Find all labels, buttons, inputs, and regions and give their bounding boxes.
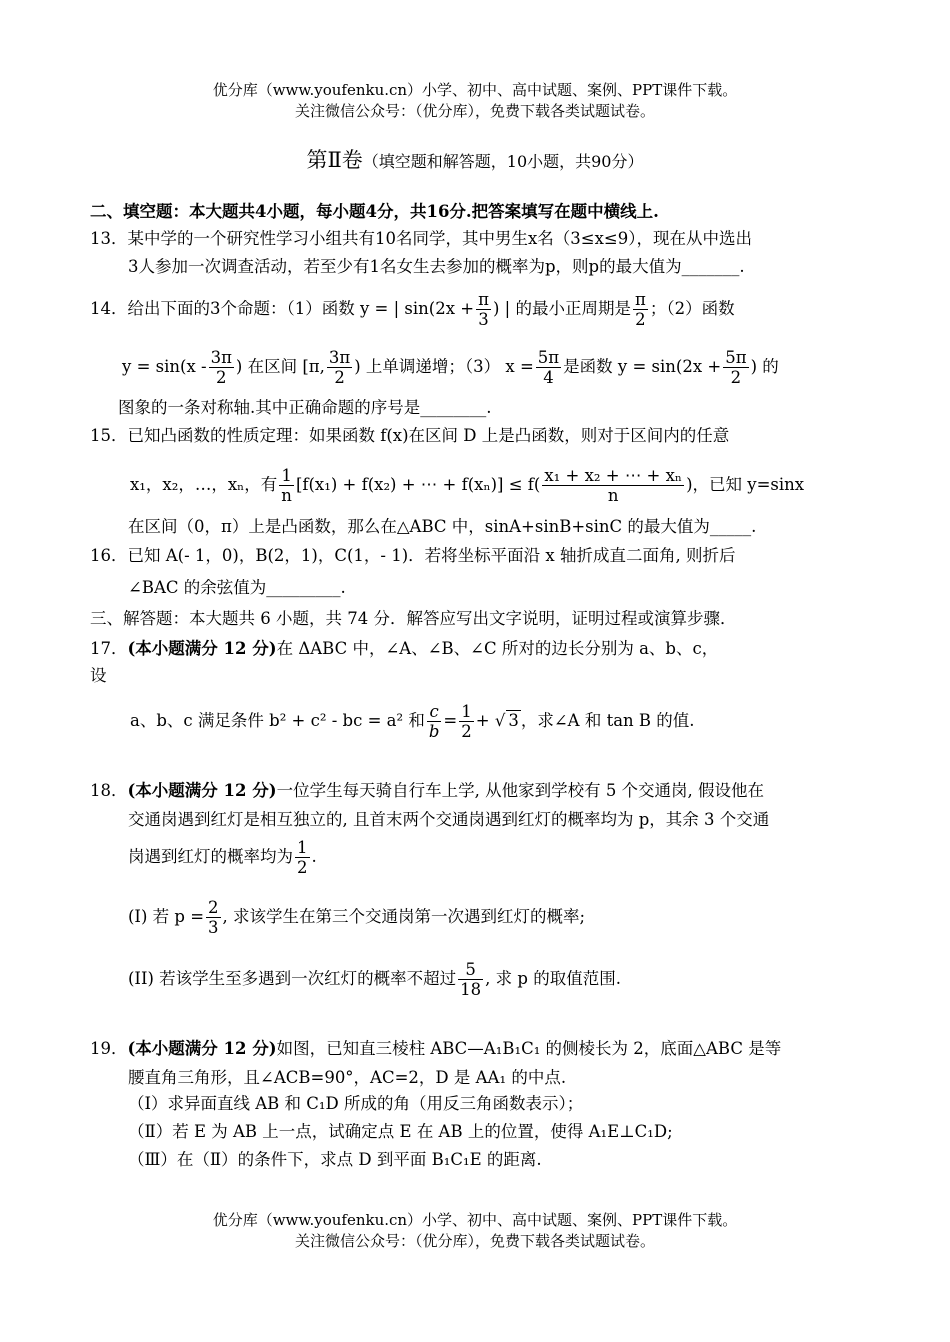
q15-line-1: 15．已知凸函数的性质定理：如果函数 f(x)在区间 D 上是凸函数，则对于区间内的任意: [90, 426, 730, 445]
q14-frac-5pi-over-2: [723, 348, 748, 387]
q14-frac-3pi-over-2: [209, 348, 234, 387]
q14-frac-pi-over-3: [476, 290, 491, 329]
q18-line-2: 交通岗遇到红灯是相互独立的, 且首末两个交通岗遇到红灯的概率均为 p，其余 3 个交通: [128, 810, 770, 829]
q17-cond-a: a、b、c 满足条件 b² + c² - bc = a² 和: [130, 711, 425, 730]
q15-sum: [f(x₁) + f(x₂) + ⋯ + f(xₙ)] ≤ f(: [295, 475, 541, 494]
q19-line-4: （Ⅱ）若 E 为 AB 上一点，试确定点 E 在 AB 上的位置，使得 A₁E⊥C₁D;: [128, 1122, 673, 1141]
frac-num: 5π: [725, 348, 747, 367]
q19-line-1: [90, 1037, 781, 1061]
header-line-1: 优分库（www.youfenku.cn）小学、初中、高中试题、案例、PPT课件下载。: [212, 81, 738, 99]
q15-xs: x₁，x₂，…，xₙ，有: [130, 475, 278, 494]
q17-number: 17．: [90, 639, 128, 658]
q17-cond-b: ，求∠A 和 tan B 的值.: [520, 711, 695, 730]
q13-line-1: 13．某中学的一个研究性学习小组共有10名同学，其中男生x名（3≤x≤9），现在从中选出: [90, 229, 752, 248]
frac-den: n: [607, 486, 619, 505]
q15-line-2: [130, 466, 804, 505]
q17-plus-sqrt: + √: [475, 711, 506, 730]
q18-number: 18．: [90, 781, 128, 800]
frac-num: 3π: [210, 348, 232, 367]
part2-heading: 二、填空题：本大题共4小题，每小题4分，共16分.把答案填写在题中横线上.: [90, 202, 659, 221]
q18-frac-1-over-2: [295, 838, 310, 877]
frac-num: 5: [458, 960, 483, 980]
q18-p1-b: , 求该学生在第三个交通岗第一次遇到红灯的概率;: [222, 907, 586, 926]
frac-num: π: [634, 290, 646, 309]
frac-num: x₁ + x₂ + ⋯ + xₙ: [544, 466, 683, 485]
footer-line-2: 关注微信公众号：（优分库），免费下载各类试题试卷。: [294, 1232, 655, 1250]
q17-sqrt-3: 3: [508, 711, 519, 730]
footer-line-1: 优分库（www.youfenku.cn）小学、初中、高中试题、案例、PPT课件下载。: [212, 1211, 738, 1229]
q18-part-1: [128, 898, 585, 937]
frac-num: 2: [208, 898, 219, 917]
frac-num: π: [478, 290, 489, 309]
q19-line-3: （Ⅰ）求异面直线 AB 和 C₁D 所成的角（用反三角函数表示）；: [128, 1094, 584, 1113]
part3-heading: 三、解答题：本大题共 6 小题，共 74 分．解答应写出文字说明，证明过程或演算步骤．: [90, 609, 737, 628]
q19-text: 如图，已知直三棱柱 ABC—A₁B₁C₁ 的侧棱长为 2，底面△ABC 是等: [276, 1039, 782, 1058]
q15-frac-1-over-n: [279, 466, 294, 505]
frac-den: 4: [543, 368, 554, 387]
frac-den: 18: [460, 980, 482, 999]
q15-frac-mean: [542, 466, 684, 505]
q19-line-5: （Ⅲ）在（Ⅱ）的条件下，求点 D 到平面 B₁C₁E 的距离.: [128, 1150, 542, 1169]
q14-line-1: [90, 290, 735, 329]
q14-text-c: ；（2）函数: [649, 299, 735, 318]
frac-num: 1: [279, 466, 294, 486]
section-title: [0, 148, 950, 174]
q18-text-3: 岗遇到红灯的概率均为: [128, 847, 293, 866]
q15-line-3: 在区间（0，π）上是凸函数，那么在△ABC 中，sinA+sinB+sinC 的最大值为_____.: [128, 517, 757, 536]
section-title-sub: （填空题和解答题，10小题，共90分）: [362, 152, 644, 171]
q14-line-2: [122, 348, 779, 387]
frac-den: b: [428, 722, 440, 741]
q13-line-2: 3人参加一次调查活动，若至少有1名女生去参加的概率为p，则p的最大值为_______.: [128, 257, 745, 276]
q15-close: ): [686, 475, 693, 494]
frac-den: 2: [461, 722, 472, 741]
q14-line-3: 图象的一条对称轴.其中正确命题的序号是________.: [118, 398, 492, 417]
q18-frac-5-over-18: [458, 960, 483, 999]
q14-frac-5pi-over-4: [536, 348, 561, 387]
q17-points: (本小题满分 12 分): [127, 639, 277, 658]
q14-text-e: ) 在区间 [π,: [235, 357, 325, 376]
q16-line-2: ∠BAC 的余弦值为_________.: [128, 578, 346, 597]
q18-line-3: [128, 838, 317, 877]
frac-den: 3: [478, 310, 489, 329]
frac-den: 2: [216, 368, 227, 387]
q19-points: (本小题满分 12 分): [127, 1039, 277, 1058]
frac-num: 5π: [537, 348, 560, 367]
frac-den: 2: [297, 858, 308, 877]
q17-line-1: [90, 637, 718, 661]
q17-line-2: 设: [90, 666, 107, 685]
frac-num: c: [427, 702, 442, 722]
q14-frac-3pi-over-2-b: [327, 348, 352, 387]
frac-den: 2: [730, 368, 742, 387]
q14-text-d: y = sin(x -: [122, 357, 207, 376]
q19-number: 19．: [90, 1039, 128, 1058]
q17-condition: [130, 702, 695, 741]
q18-frac-2-over-3: [206, 898, 221, 937]
q18-text: 一位学生每天骑自行车上学, 从他家到学校有 5 个交通岗, 假设他在: [276, 781, 765, 800]
q18-dot: .: [311, 847, 317, 866]
q18-p2-b: , 求 p 的取值范围.: [485, 969, 621, 988]
q19-line-2: 腰直角三角形，且∠ACB=90°，AC=2，D 是 AA₁ 的中点.: [128, 1068, 567, 1087]
frac-den: n: [281, 486, 292, 505]
q18-p2-a: (II) 若该学生至多遇到一次红灯的概率不超过: [128, 969, 457, 988]
q17-frac-1-over-2: [459, 702, 474, 741]
header-line-2: 关注微信公众号：（优分库），免费下载各类试题试卷。: [294, 102, 655, 120]
frac-den: 3: [208, 918, 219, 937]
q18-part-2: [128, 960, 621, 999]
q14-text-f: ) 上单调递增；（3） x =: [354, 357, 534, 376]
q14-text-a: 14．给出下面的3个命题：（1）函数 y = | sin(2x +: [90, 299, 475, 318]
frac-num: 1: [461, 702, 472, 721]
q14-text-h: ) 的: [750, 357, 779, 376]
q18-p1-a: (I) 若 p =: [128, 907, 205, 926]
q17-text: 在 ΔABC 中，∠A、∠B、∠C 所对的边长分别为 a、b、c，: [276, 639, 719, 658]
q14-text-g: 是函数 y = sin(2x +: [563, 357, 722, 376]
frac-den: 2: [334, 368, 345, 387]
q15-tail: ，已知 y=sinx: [692, 475, 805, 494]
q18-points: (本小题满分 12 分): [127, 781, 277, 800]
q14-text-b: ) | 的最小正周期是: [492, 299, 631, 318]
q16-line-1: 16．已知 A(- 1，0)，B(2，1)，C(1，- 1)．若将坐标平面沿 x 轴折成直二面角, 则折后: [90, 546, 736, 565]
q18-line-1: [90, 779, 764, 803]
frac-num: 3π: [328, 348, 351, 367]
q17-frac-c-over-b: [427, 702, 442, 741]
section-title-main: 第Ⅱ卷: [306, 148, 363, 172]
frac-den: 2: [635, 310, 646, 329]
frac-num: 1: [297, 838, 308, 857]
q14-frac-pi-over-2: [633, 290, 648, 329]
q17-eq: =: [443, 711, 458, 730]
